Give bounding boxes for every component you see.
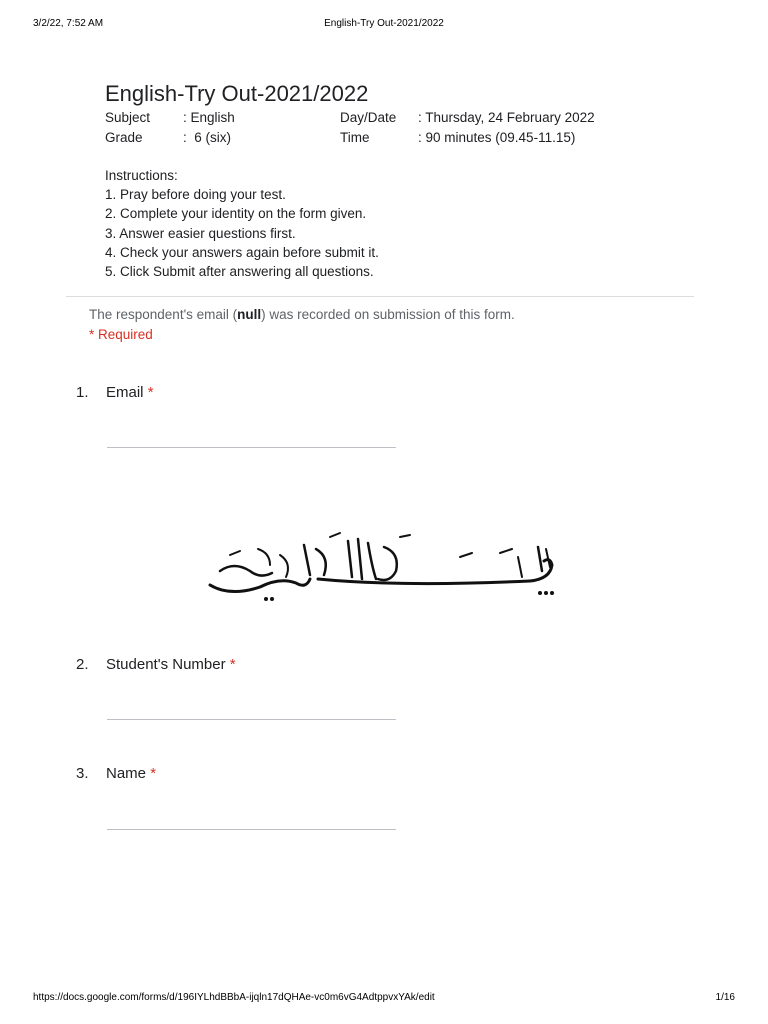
print-page-number: 1/16 <box>715 992 735 1003</box>
instructions-heading: Instructions: <box>105 168 178 183</box>
instruction-item: 1. Pray before doing your test. <box>105 187 286 203</box>
question-label <box>106 765 156 782</box>
basmala-calligraphy-image <box>200 527 560 607</box>
email-input[interactable] <box>107 423 396 448</box>
instruction-item: 3. Answer easier questions first. <box>105 225 296 241</box>
student-number-input[interactable] <box>107 695 396 720</box>
meta-label: Day/Date <box>340 110 397 125</box>
question-label <box>106 384 154 401</box>
meta-value: : English <box>183 110 235 125</box>
question-label-text: Name <box>106 765 147 782</box>
required-asterisk: * <box>147 384 154 401</box>
meta-value: : 6 (six) <box>183 130 232 145</box>
required-asterisk: * <box>150 765 157 782</box>
question-label <box>106 656 236 673</box>
print-title: English-Try Out-2021/2022 <box>324 18 444 29</box>
section-divider <box>66 296 694 297</box>
email-recorded-note <box>89 307 515 322</box>
meta-label: Subject <box>105 110 151 125</box>
meta-value: : 90 minutes (09.45-11.15) <box>418 130 576 145</box>
form-title: English-Try Out-2021/2022 <box>105 81 369 106</box>
instructions <box>105 166 379 281</box>
print-datetime: 3/2/22, 7:52 AM <box>33 18 104 29</box>
question-label-text: Student's Number <box>106 656 226 673</box>
email-note-before: The respondent's email ( <box>89 307 238 322</box>
meta-label: Grade <box>105 130 143 145</box>
email-note-value: null <box>237 307 262 322</box>
print-footer-url[interactable]: https://docs.google.com/forms/d/196IYLhdBBbA-ijqln17dQHAe-vc0m6vG4AdtppvxYAk/edit <box>33 992 435 1003</box>
name-input[interactable] <box>107 805 396 830</box>
email-note-after: ) was recorded on submission of this form. <box>261 307 515 322</box>
meta-label: Time <box>340 130 370 145</box>
instruction-item: 5. Click Submit after answering all questions. <box>105 264 374 280</box>
required-note: * Required <box>89 327 153 342</box>
question-number: 2. <box>76 656 89 673</box>
question-label-text: Email <box>106 384 144 401</box>
question-number: 1. <box>76 384 89 401</box>
instruction-item: 2. Complete your identity on the form given. <box>105 206 367 222</box>
required-asterisk: * <box>229 656 236 673</box>
question-number: 3. <box>76 765 89 782</box>
meta-value: : Thursday, 24 February 2022 <box>418 110 595 125</box>
instruction-item: 4. Check your answers again before submit it. <box>105 244 379 260</box>
